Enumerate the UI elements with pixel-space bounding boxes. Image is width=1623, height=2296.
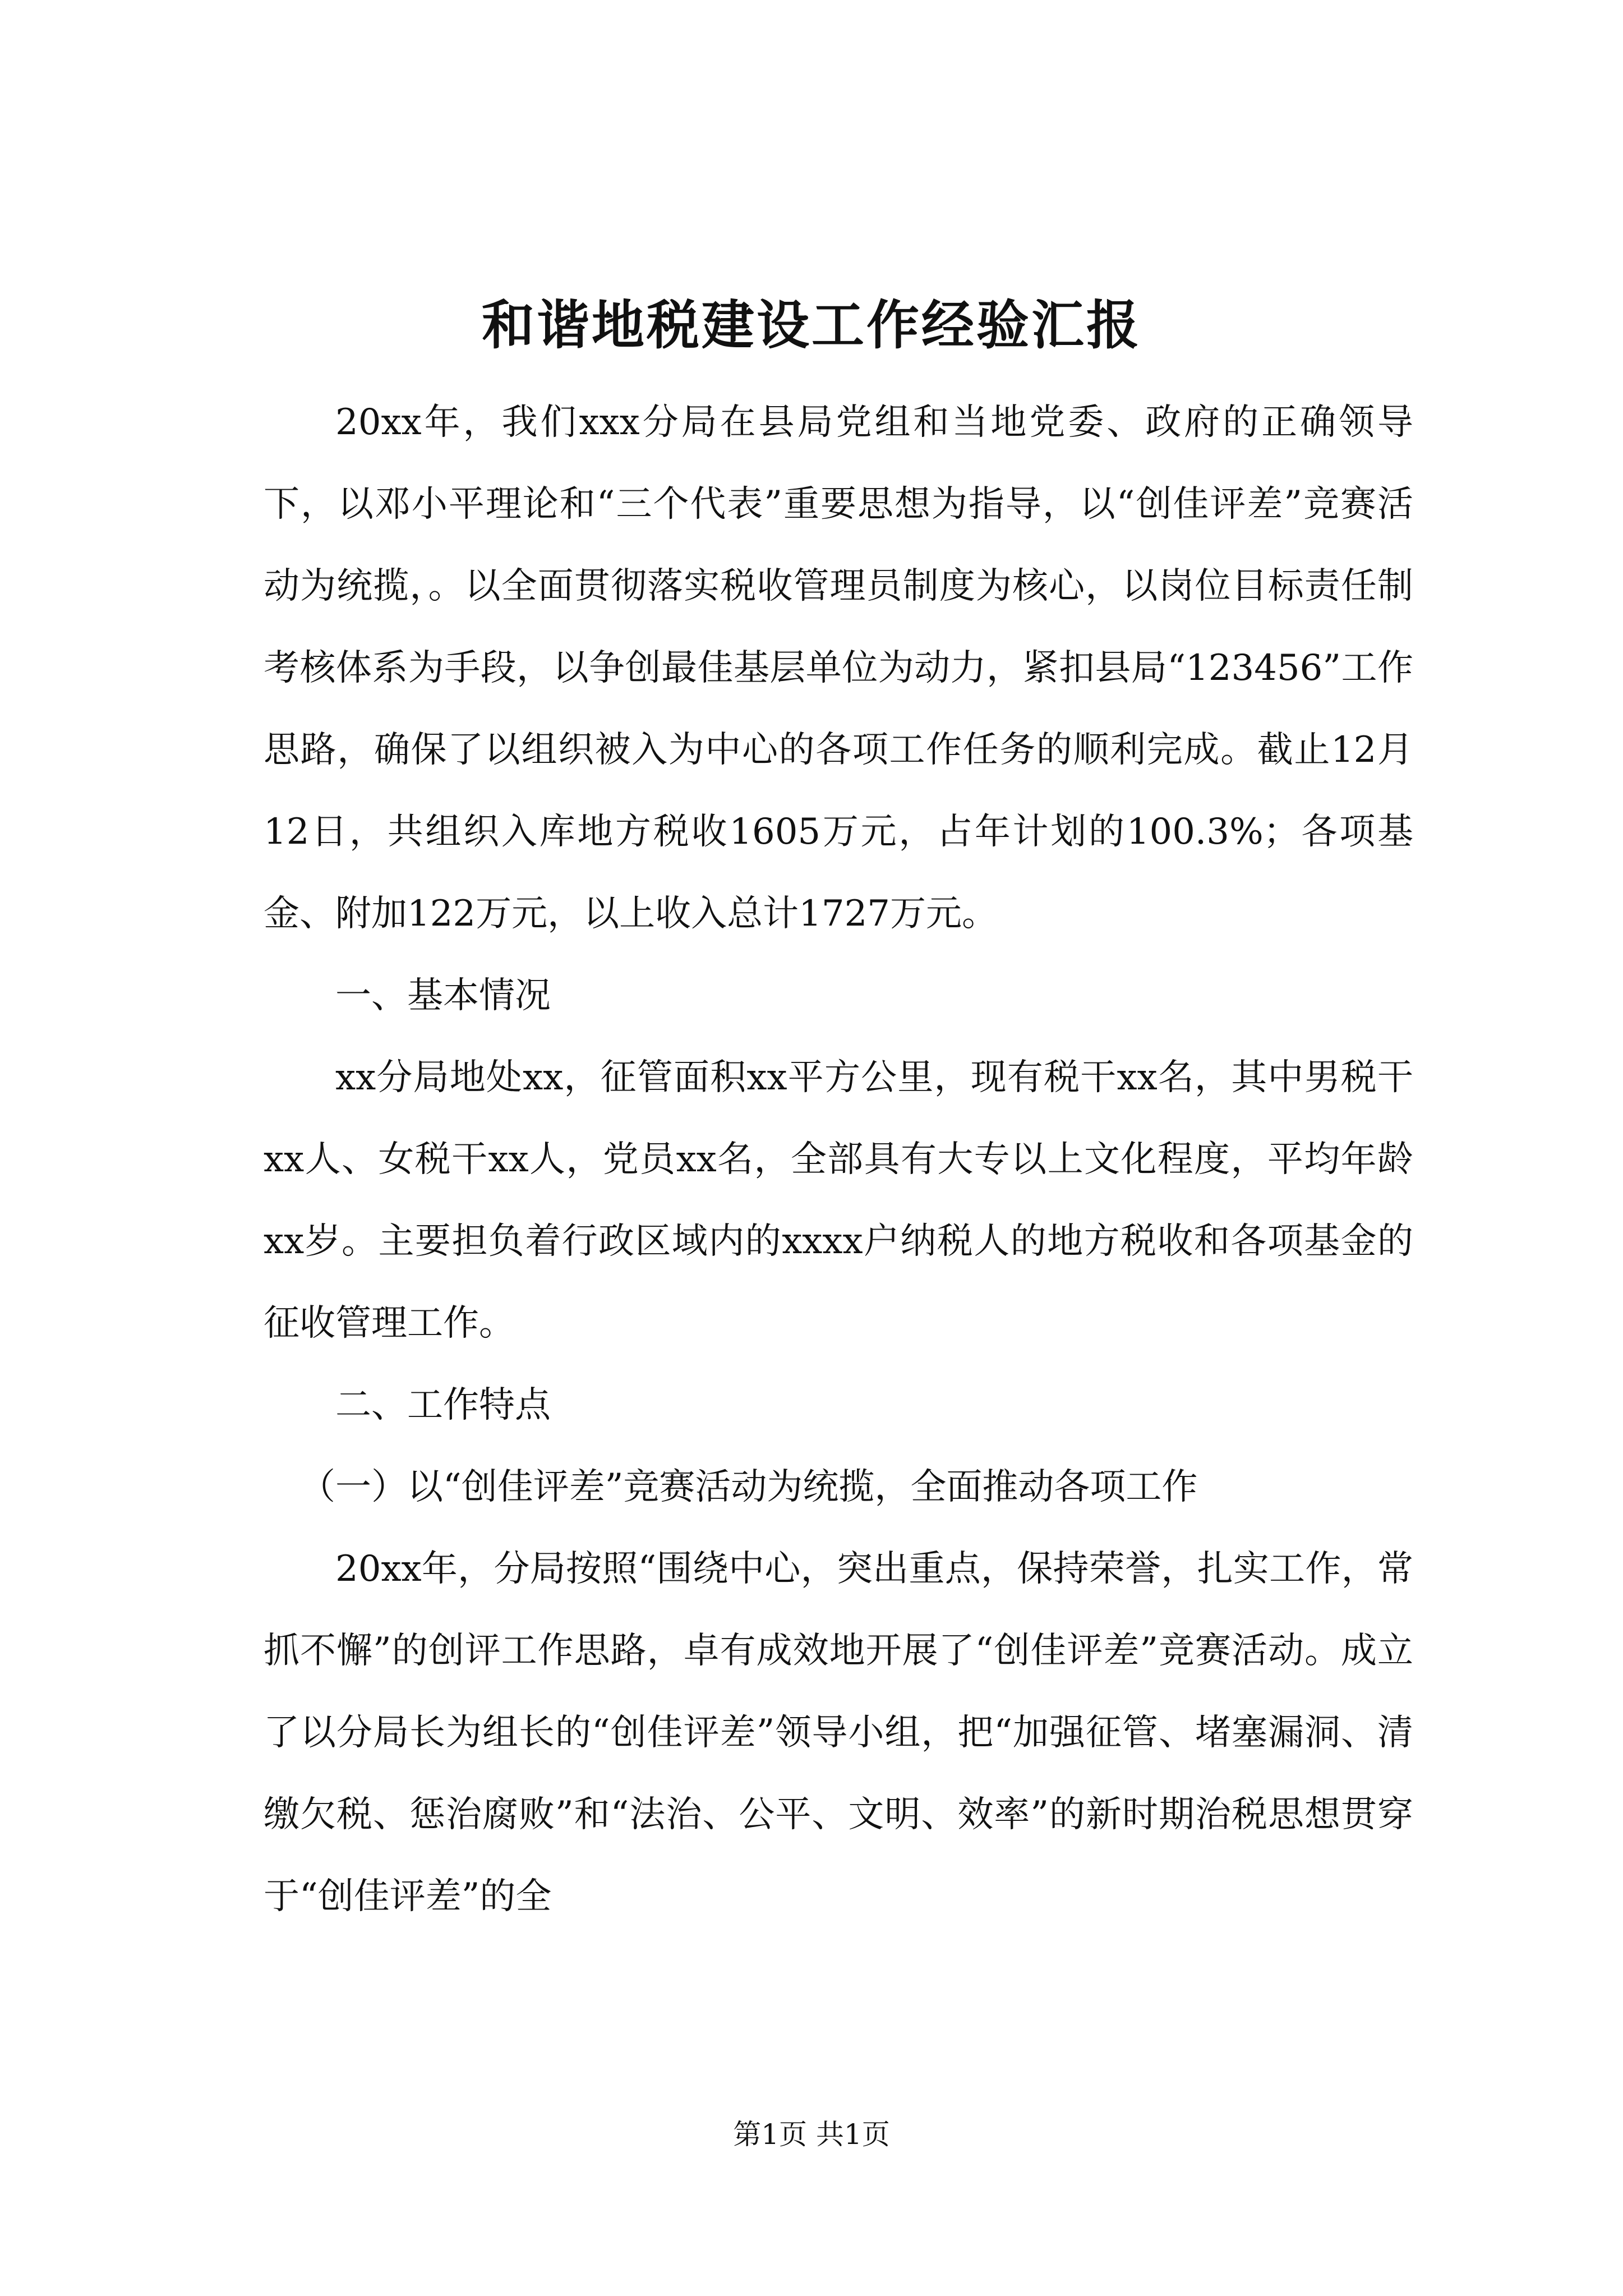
section-heading-basic-situation: 一、基本情况 <box>335 975 551 1016</box>
work-features-paragraph: 20xx年，分局按照“围绕中心，突出重点，保持荣誉，扎实工作，常抓不懈”的创评工作思路，卓有成效地开展了“创佳评差”竞赛活动。成立了以分局长为组长的“创佳评差”领导小组，把“加强征管、堵塞漏洞、清缴欠税、惩治腐败”和“法治、公平、文明、效率”的新时期治税思想贯穿于“创佳评差”的全 <box>264 1548 1413 1917</box>
document-body <box>264 381 1413 1938</box>
section-heading-work-features: 二、工作特点 <box>335 1384 551 1426</box>
subsection-heading-1: （一）以“创佳评差”竞赛活动为统揽，全面推动各项工作 <box>299 1466 1198 1508</box>
page-footer: 第1页 共1页 <box>733 2118 890 2151</box>
intro-paragraph: 20xx年，我们xxx分局在县局党组和当地党委、政府的正确领导下，以邓小平理论和“三个代表”重要思想为指导，以“创佳评差”竞赛活动为统揽，。以全面贯彻落实税收管理员制度为核心，以岗位目标责任制考核体系为手段，以争创最佳基层单位为动力，紧扣县局“123456”工作思路，确保了以组织被入为中心的各项工作任务的顺利完成。截止12月12日，共组织入库地方税收1605万元，占年计划的100.3%；各项基金、附加122万元，以上收入总计1727万元。 <box>264 402 1413 935</box>
document-title: 和谐地税建设工作经验汇报 <box>481 295 1141 356</box>
basic-situation-paragraph: xx分局地处xx，征管面积xx平方公里，现有税干xx名，其中男税干xx人、女税干xx人，党员xx名，全部具有大专以上文化程度，平均年龄xx岁。主要担负着行政区域内的xxxx户纳税人的地方税收和各项基金的征收管理工作。 <box>264 1057 1413 1344</box>
